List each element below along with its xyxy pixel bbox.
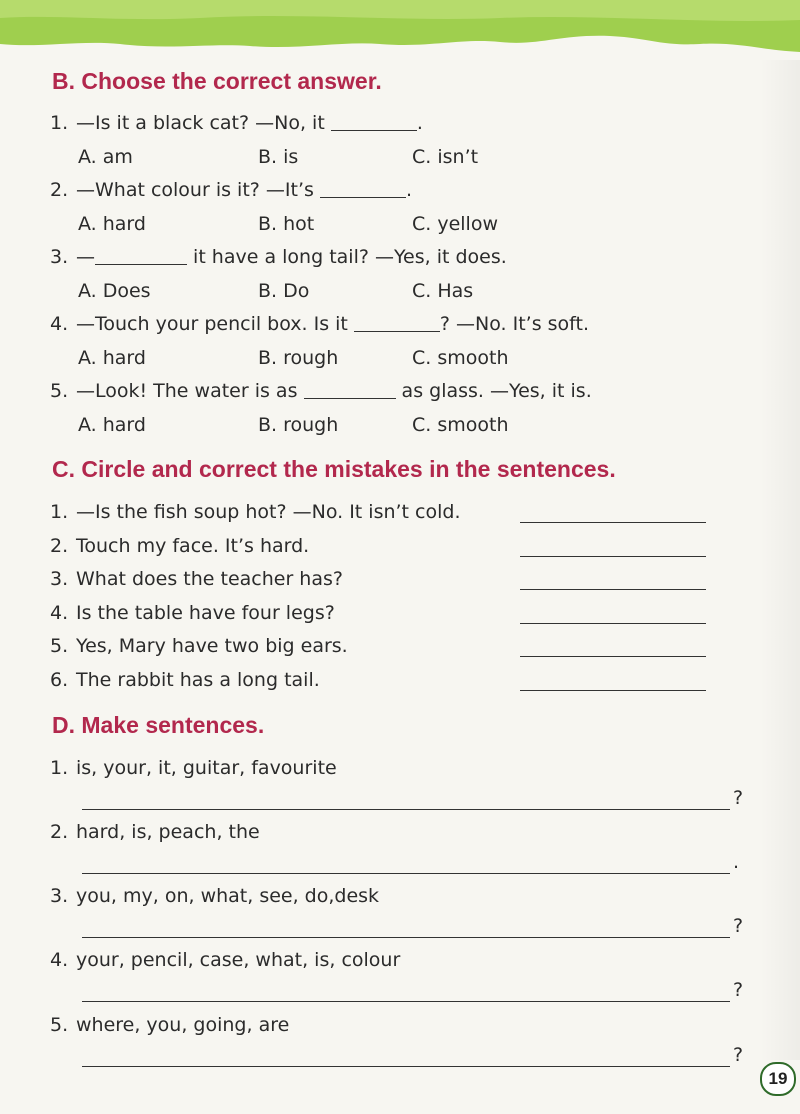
answer-blank[interactable] [354, 313, 440, 332]
question-b1: 1. —Is it a black cat? —No, it . [50, 112, 423, 134]
option-b[interactable]: B. Do [258, 280, 310, 302]
question-b5: 5. —Look! The water is as as glass. —Yes, it is. [50, 380, 592, 402]
answer-line[interactable] [82, 809, 730, 810]
answer-line[interactable] [82, 1066, 730, 1067]
option-b[interactable]: B. rough [258, 414, 339, 436]
green-header-banner [0, 0, 800, 70]
sentence-c4: 4. Is the table have four legs? [50, 602, 335, 624]
end-punctuation: ? [733, 979, 744, 1001]
question-b4: 4. —Touch your pencil box. Is it ? —No. It’s soft. [50, 313, 590, 335]
sentence-c3: 3. What does the teacher has? [50, 568, 343, 590]
correction-line[interactable] [520, 656, 706, 657]
section-b-title: B. Choose the correct answer. [52, 68, 382, 94]
correction-line[interactable] [520, 623, 706, 624]
answer-line[interactable] [82, 873, 730, 874]
option-c[interactable]: C. yellow [412, 213, 499, 235]
option-c[interactable]: C. smooth [412, 347, 509, 369]
answer-line[interactable] [82, 937, 730, 938]
option-c[interactable]: C. isn’t [412, 146, 479, 168]
option-a[interactable]: A. hard [78, 213, 146, 235]
page-edge-shadow [760, 60, 800, 1060]
option-b[interactable]: B. hot [258, 213, 315, 235]
option-b[interactable]: B. is [258, 146, 299, 168]
answer-blank[interactable] [95, 246, 187, 265]
sentence-c5: 5. Yes, Mary have two big ears. [50, 635, 348, 657]
prompt-d2: 2. hard, is, peach, the [50, 821, 260, 843]
prompt-d3: 3. you, my, on, what, see, do,desk [50, 885, 380, 907]
end-punctuation: ? [733, 1044, 744, 1066]
end-punctuation: . [733, 851, 740, 873]
question-b3: 3. — it have a long tail? —Yes, it does. [50, 246, 507, 268]
answer-blank[interactable] [304, 380, 396, 399]
prompt-d1: 1. is, your, it, guitar, favourite [50, 757, 337, 779]
correction-line[interactable] [520, 690, 706, 691]
prompt-d4: 4. your, pencil, case, what, is, colour [50, 949, 401, 971]
option-a[interactable]: A. hard [78, 414, 146, 436]
answer-line[interactable] [82, 1001, 730, 1002]
sentence-c1: 1. —Is the fish soup hot? —No. It isn’t cold. [50, 501, 461, 523]
answer-blank[interactable] [320, 179, 406, 198]
question-b2: 2. —What colour is it? —It’s . [50, 179, 412, 201]
section-d-title: D. Make sentences. [52, 712, 265, 738]
option-a[interactable]: A. am [78, 146, 133, 168]
correction-line[interactable] [520, 589, 706, 590]
section-c-title: C. Circle and correct the mistakes in the sentences. [52, 456, 616, 482]
option-a[interactable]: A. Does [78, 280, 151, 302]
option-b[interactable]: B. rough [258, 347, 339, 369]
correction-line[interactable] [520, 556, 706, 557]
correction-line[interactable] [520, 522, 706, 523]
end-punctuation: ? [733, 787, 744, 809]
option-c[interactable]: C. smooth [412, 414, 509, 436]
option-c[interactable]: C. Has [412, 280, 474, 302]
page-number-badge: 19 [760, 1062, 796, 1096]
prompt-d5: 5. where, you, going, are [50, 1014, 290, 1036]
end-punctuation: ? [733, 915, 744, 937]
option-a[interactable]: A. hard [78, 347, 146, 369]
sentence-c6: 6. The rabbit has a long tail. [50, 669, 320, 691]
sentence-c2: 2. Touch my face. It’s hard. [50, 535, 310, 557]
answer-blank[interactable] [331, 112, 417, 131]
